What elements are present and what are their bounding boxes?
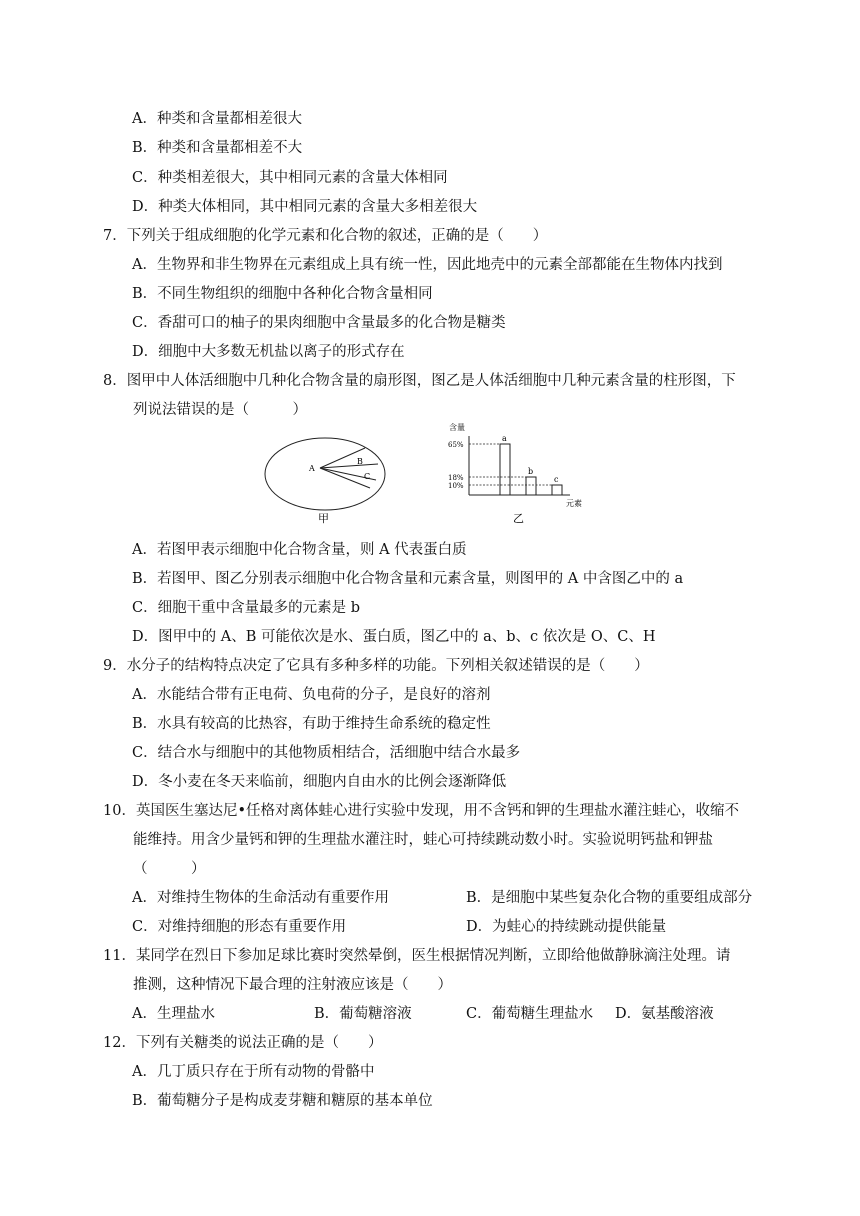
- q7-option-d: D．细胞中大多数无机盐以离子的形式存在: [132, 344, 405, 360]
- q11-stem-line2: 推测，这种情况下最合理的注射液应该是（ ）: [133, 977, 452, 993]
- q10-stem-line1: 10．英国医生塞达尼•任格对离体蛙心进行实验中发现，用不含钙和钾的生理盐水灌注蛙心，收缩不: [103, 803, 739, 819]
- q10-option-a: A．对维持生物体的生命活动有重要作用: [132, 890, 389, 906]
- pie-radius-4: [320, 468, 370, 488]
- figure-yi-caption: 乙: [513, 512, 524, 525]
- q10-stem-line2: 能维持。用含少量钙和钾的生理盐水灌注时，蛙心可持续跳动数小时。实验说明钙盐和钾盐: [133, 832, 713, 848]
- q11-option-a: A．生理盐水: [132, 1006, 215, 1022]
- pie-label-a: A: [309, 464, 315, 473]
- q7-stem: 7．下列关于组成细胞的化学元素和化合物的叙述，正确的是（ ）: [103, 228, 548, 244]
- q11-option-d: D．氨基酸溶液: [615, 1006, 714, 1022]
- q7-option-c: C．香甜可口的柚子的果肉细胞中含量最多的化合物是糖类: [132, 315, 506, 331]
- figure-jia-caption: 甲: [318, 512, 329, 525]
- q12-stem: 12．下列有关糖类的说法正确的是（ ）: [103, 1035, 383, 1051]
- q6-option-a: A．种类和含量都相差很大: [132, 111, 302, 127]
- yi-bar-c: [552, 485, 562, 495]
- q7-option-a: A．生物界和非生物界在元素组成上具有统一性，因此地壳中的元素全部都能在生物体内找到: [132, 257, 723, 273]
- q11-option-b: B．葡萄糖溶液: [314, 1006, 412, 1022]
- q8-option-a: A．若图甲表示细胞中化合物含量，则 A 代表蛋白质: [132, 542, 467, 558]
- q8-option-d: D．图甲中的 A、B 可能依次是水、蛋白质，图乙中的 a、b、c 依次是 O、C、H: [132, 629, 656, 645]
- q11-option-c: C．葡萄糖生理盐水: [466, 1006, 594, 1022]
- q10-option-b: B．是细胞中某些复杂化合物的重要组成部分: [466, 890, 753, 906]
- q9-option-b: B．水具有较高的比热容，有助于维持生命系统的稳定性: [132, 716, 491, 732]
- q8-figures-svg: [250, 418, 610, 528]
- yi-bar-b: [526, 477, 536, 495]
- q9-option-a: A．水能结合带有正电荷、负电荷的分子，是良好的溶剂: [132, 687, 491, 703]
- figure-yi: [448, 422, 582, 525]
- q6-option-b: B．种类和含量都相差不大: [132, 140, 303, 156]
- yi-xlabel: 元素: [566, 499, 582, 508]
- figure-jia: [265, 438, 385, 525]
- q9-option-d: D．冬小麦在冬天来临前，细胞内自由水的比例会逐渐降低: [132, 774, 507, 790]
- q8-option-b: B．若图甲、图乙分别表示细胞中化合物含量和元素含量，则图甲的 A 中含图乙中的 a: [132, 571, 684, 587]
- q8-stem-line1: 8．图甲中人体活细胞中几种化合物含量的扇形图，图乙是人体活细胞中几种元素含量的柱形图，下: [103, 373, 736, 389]
- q7-option-b: B．不同生物组织的细胞中各种化合物含量相同: [132, 286, 433, 302]
- pie-label-c: C: [364, 472, 371, 481]
- q10-option-c: C．对维持细胞的形态有重要作用: [132, 919, 347, 935]
- q10-stem-line3: （ ）: [133, 861, 206, 877]
- yi-ylabel: 含量: [449, 423, 465, 432]
- q8-stem-line2: 列说法错误的是（ ）: [133, 402, 307, 418]
- q12-option-a: A．几丁质只存在于所有动物的骨骼中: [132, 1064, 375, 1080]
- q9-option-c: C．结合水与细胞中的其他物质相结合，活细胞中结合水最多: [132, 745, 521, 761]
- yi-tick-10: 10%: [448, 482, 464, 490]
- yi-bar-label-a: a: [502, 434, 507, 443]
- q9-stem: 9．水分子的结构特点决定了它具有多种多样的功能。下列相关叙述错误的是（ ）: [103, 658, 649, 674]
- yi-tick-65: 65%: [448, 441, 464, 449]
- q6-option-c: C．种类相差很大，其中相同元素的含量大体相同: [132, 170, 448, 186]
- q6-option-d: D．种类大体相同，其中相同元素的含量大多相差很大: [132, 199, 478, 215]
- q12-option-b: B．葡萄糖分子是构成麦芽糖和糖原的基本单位: [132, 1093, 433, 1109]
- q10-option-d: D．为蛙心的持续跳动提供能量: [466, 919, 667, 935]
- q11-stem-line1: 11．某同学在烈日下参加足球比赛时突然晕倒，医生根据情况判断，立即给他做静脉滴注处理。请: [103, 948, 731, 964]
- q8-figures: [250, 418, 610, 528]
- yi-tick-18: 18%: [448, 474, 464, 482]
- q8-option-c: C．细胞干重中含量最多的元素是 b: [132, 600, 360, 616]
- yi-bar-a: [500, 444, 510, 495]
- yi-bar-label-c: c: [554, 475, 559, 484]
- pie-label-b: B: [357, 457, 363, 466]
- yi-bar-label-b: b: [528, 467, 534, 476]
